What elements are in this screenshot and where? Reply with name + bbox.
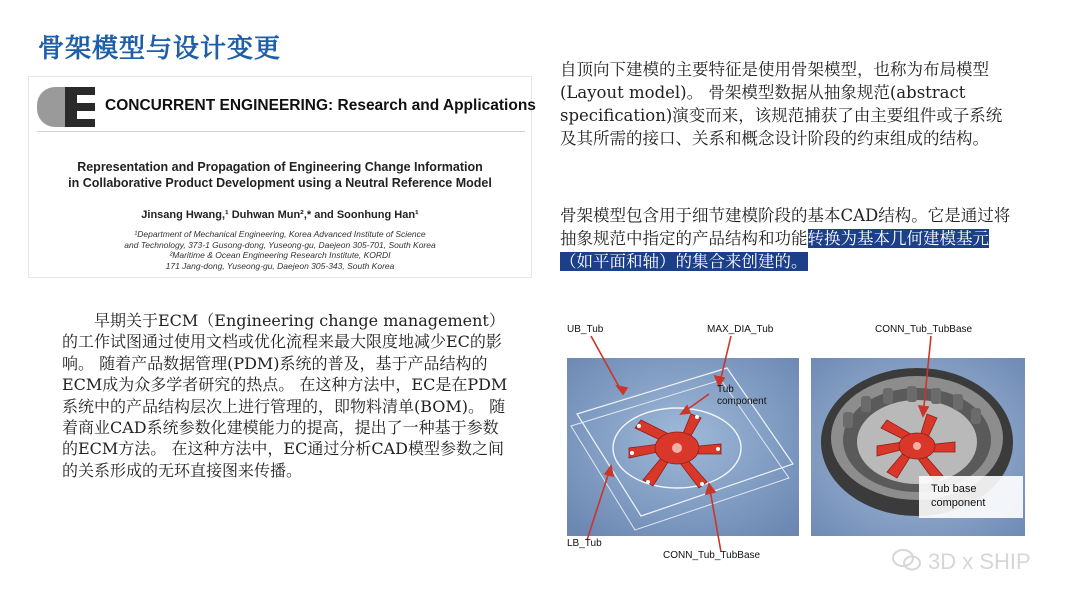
affiliation-line: ¹Department of Mechanical Engineering, Korea Advanced Institute of Science: [134, 229, 426, 239]
divider: [37, 131, 525, 132]
paper-authors: Jinsang Hwang,¹ Duhwan Mun²,* and Soonhung Han¹: [141, 209, 419, 221]
label-lb-tub: LB_Tub: [567, 538, 602, 549]
wechat-icon: [892, 548, 922, 578]
label-max-dia-tub: MAX_DIA_Tub: [707, 324, 774, 335]
watermark-text: 3D x SHIP: [928, 548, 1031, 574]
label-tub-base-line-2: component: [931, 497, 986, 509]
figure-graphic: [531, 316, 1027, 564]
slide-title: 骨架模型与设计变更: [38, 34, 282, 64]
left-paragraph: 早期关于ECM（Engineering change management）的工作试图通过使用文档或优化流程来最大限度地减少EC的影响。 随着产品数据管理(PDM)系统的普及，基于产品结构的ECM成为众多学者研究的热点。 在这种方法中，EC是在PDM系统中的产品结构层次上进行管理的，即物料清单(BOM)。 随着商业CAD系统参数化建模能力的提高，提出了一种基于参数的ECM方法。 在这种方法中，EC通过分析CAD模型参数之间的关系形成的无环直接图来传播。: [62, 311, 508, 480]
affiliation-line: ²Maritime & Ocean Engineering Research Institute, KORDI: [169, 250, 391, 260]
affiliation-line: 171 Jang-dong, Yuseong-gu, Daejeon 305-343, South Korea: [165, 260, 395, 271]
paper-header-image: [28, 76, 536, 278]
label-conn-tub-tubbase-top: CONN_Tub_TubBase: [875, 324, 973, 335]
journal-logo: [37, 87, 99, 127]
paper-title-line-1: Representation and Propagation of Engineering Change Information: [77, 160, 483, 174]
right-paragraph-2-text: 骨架模型包含用于细节建模阶段的基本CAD结构。它是通过将抽象规范中指定的产品结构和功能: [560, 206, 1011, 248]
paper-title: [29, 159, 531, 191]
right-paragraph-2: [560, 204, 1016, 273]
selected-text-highlight[interactable]: 转换为基本几何建模基元（如平面和轴）的集合来创建的。: [560, 229, 989, 271]
right-paragraph-1: 自顶向下建模的主要特征是使用骨架模型，也称为布局模型(Layout model)。 骨架模型数据从抽象规范(abstract specification)演变而来，该规范捕获了由主要组件或子系统及其所需的接口、关系和概念设计阶段的约束组成的结构。: [560, 60, 1003, 148]
affiliation-line: and Technology, 373-1 Gusong-dong, Yuseong-gu, Daejeon 305-701, South Korea: [124, 239, 436, 250]
label-tub-base-component: [931, 482, 985, 510]
paper-title-line-2: in Collaborative Product Development using a Neutral Reference Model: [68, 176, 492, 190]
label-conn-tub-tubbase-bottom: CONN_Tub_TubBase: [663, 550, 761, 561]
watermark: [892, 548, 1031, 578]
label-tub-base-line-1: Tub base: [931, 483, 977, 495]
label-tub-component-line-1: Tub: [717, 384, 734, 395]
label-tub-component-line-2: component: [717, 396, 767, 407]
skeleton-model-figure: [531, 316, 1027, 564]
label-ub-tub: UB_Tub: [567, 324, 604, 335]
journal-name: CONCURRENT ENGINEERING: Research and Applications: [105, 97, 536, 114]
label-tub-component: [717, 384, 766, 408]
paper-affiliations: [29, 229, 531, 271]
